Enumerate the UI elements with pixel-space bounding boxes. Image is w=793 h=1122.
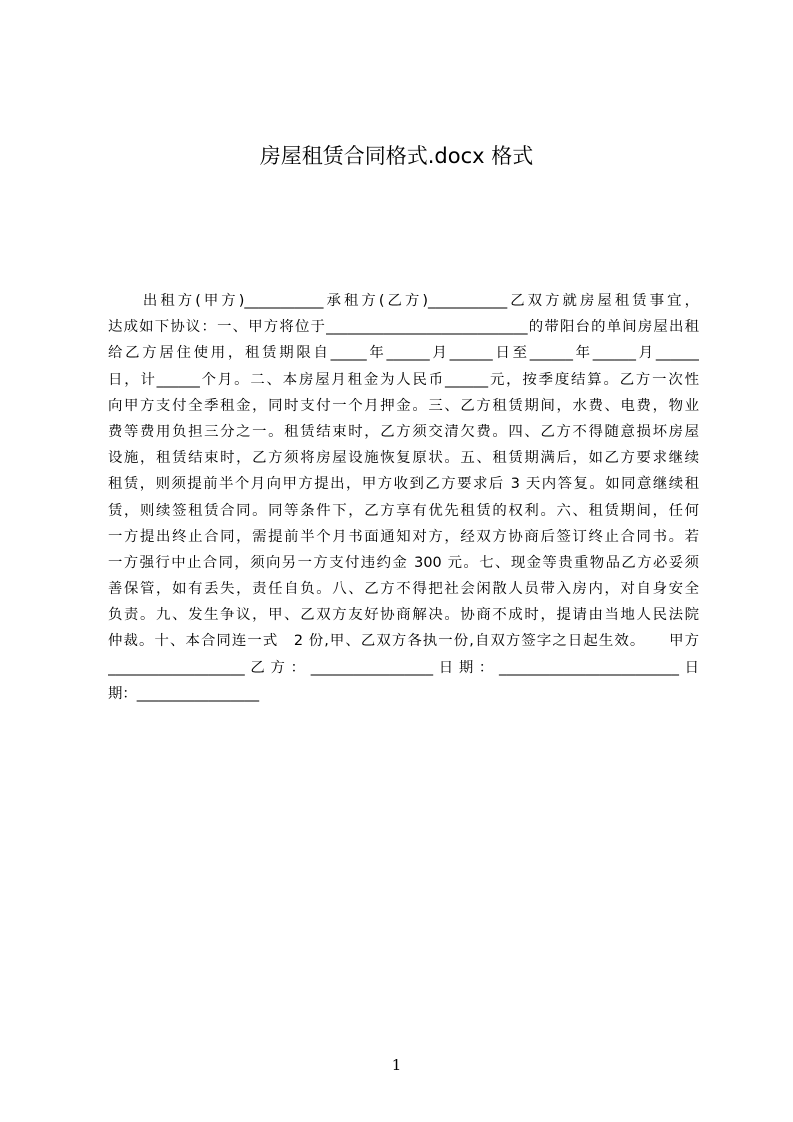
body-line-12: 善保管，如有丢失，责任自负。八、乙方不得把社会闲散人员带入房内，对自身安全 xyxy=(108,581,699,598)
body-line-8: 租赁，则须提前半个月向甲方提出，甲方收到乙方要求后 3 天内答复。如同意继续租 xyxy=(108,476,699,493)
body-line-7: 设施，租赁结束时，乙方须将房屋设施恢复原状。五、租赁期满后，如乙方要求继续 xyxy=(108,450,699,467)
body-line-1: 出租方(甲方)___________承租方(乙方)___________乙双方就房屋租赁事宜， xyxy=(108,293,699,309)
body-line-4: 日，计______个月。二、本房屋月租金为人民币______元，按季度结算。乙方一次性 xyxy=(108,371,699,388)
body-line-9: 赁，则续签租赁合同。同等条件下，乙方享有优先租赁的权利。六、租赁期间，任何 xyxy=(108,502,699,519)
document-title: 房屋租赁合同格式.docx 格式 xyxy=(259,144,534,168)
body-line-5: 向甲方支付全季租金，同时支付一个月押金。三、乙方租赁期间，水费、电费，物业 xyxy=(108,397,699,414)
body-line-10: 一方提出终止合同，需提前半个月书面通知对方，经双方协商后签订终止合同书。若 xyxy=(108,528,699,545)
date-line: 期：_________________ xyxy=(108,685,260,702)
contract-body xyxy=(108,288,699,707)
body-line-6: 费等费用负担三分之一。租赁结束时，乙方须交清欠费。四、乙方不得随意损坏房屋 xyxy=(108,423,699,440)
page-number: 1 xyxy=(391,1056,402,1074)
body-line-11: 一方强行中止合同，须向另一方支付违约金 300 元。七、现金等贵重物品乙方必妥须 xyxy=(108,554,699,571)
body-line-3: 给乙方居住使用，租赁期限自_____年______月______日至______年______月______ xyxy=(108,345,699,362)
body-line-13: 负责。九、发生争议，甲、乙双方友好协商解决。协商不成时，提请由当地人民法院 xyxy=(108,607,699,624)
body-line-2: 达成如下协议：一、甲方将位于____________________________的带阳台的单间房屋出租 xyxy=(108,319,699,336)
body-line-14: 仲裁。十、本合同连一式 2 份,甲、乙双方各执一份,自双方签字之日起生效。 甲方 xyxy=(108,633,699,650)
signature-line: ___________________乙方：_________________日期：_________________________日 xyxy=(108,659,699,676)
